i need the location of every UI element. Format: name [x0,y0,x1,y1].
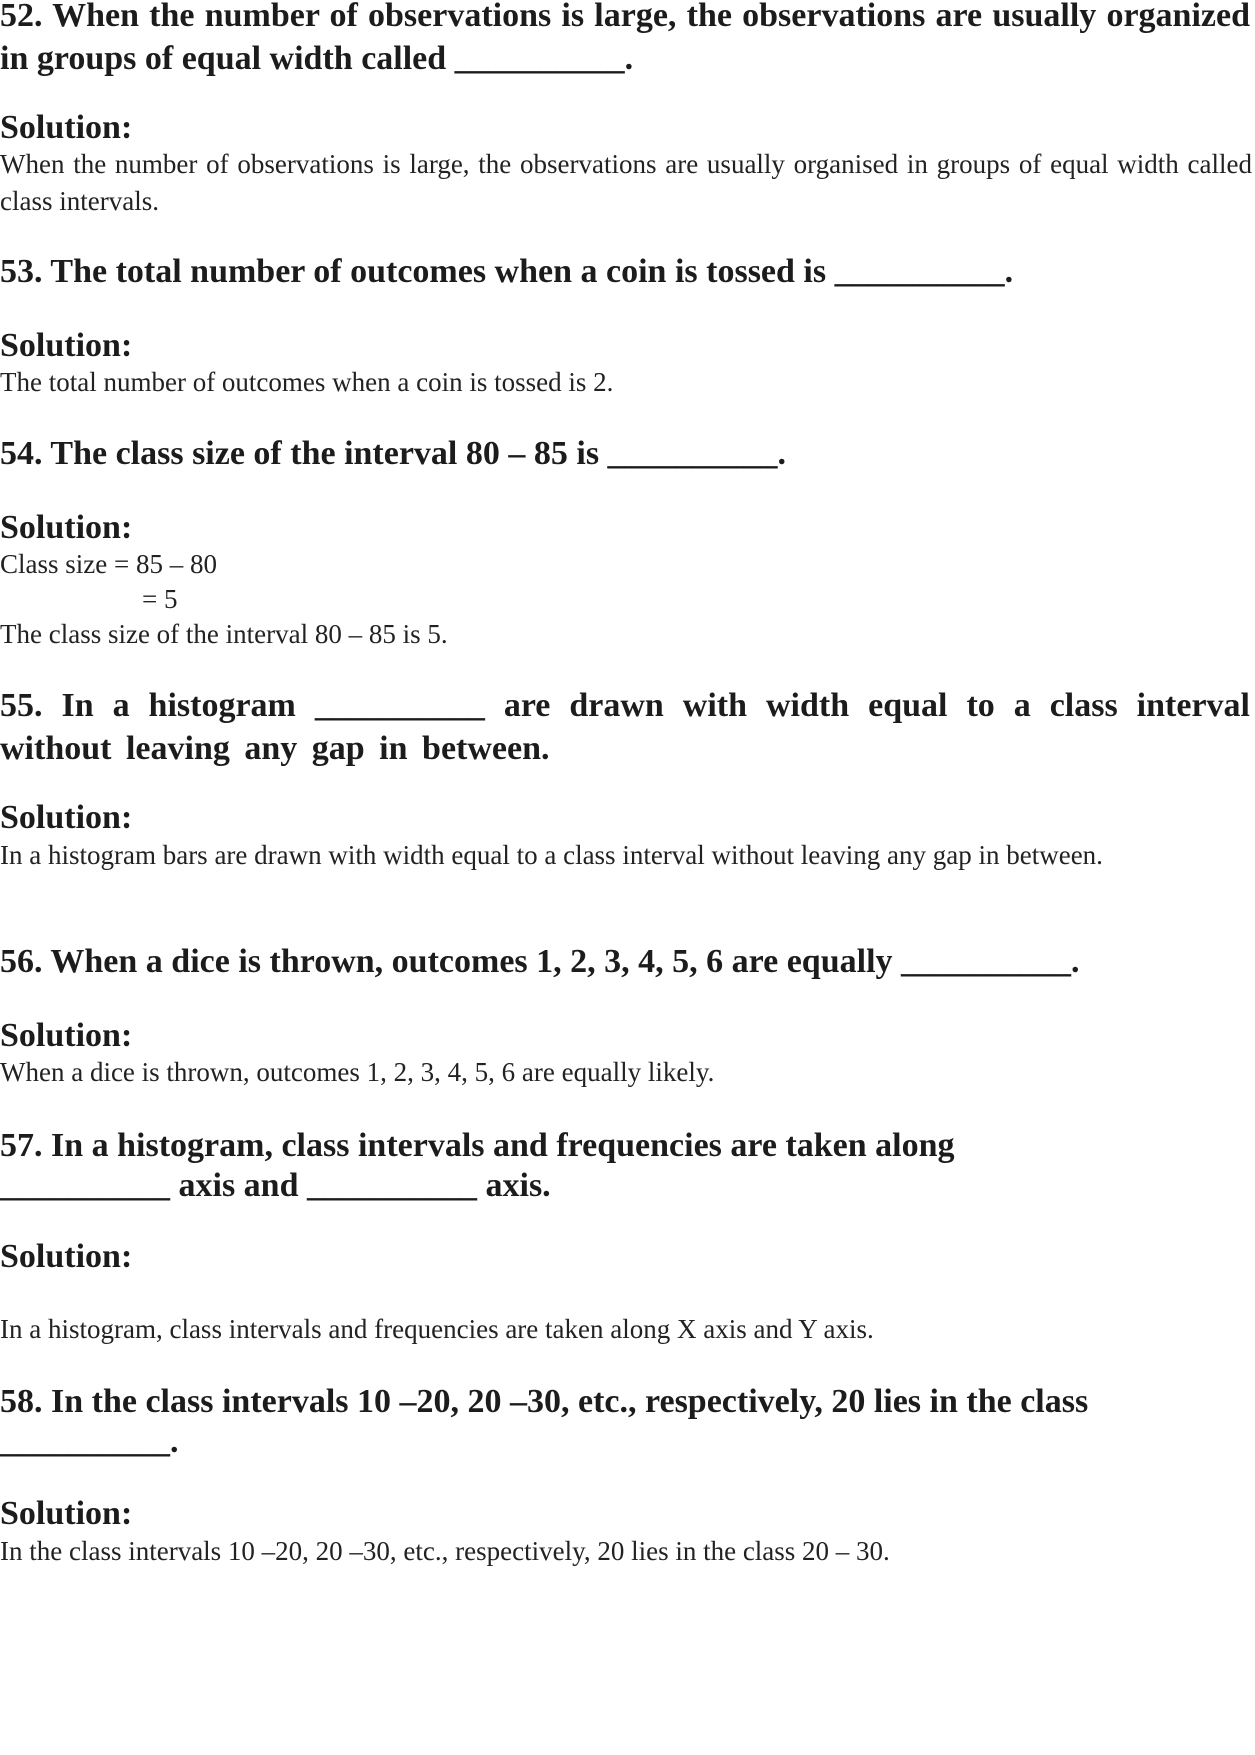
solution-heading-57: Solution: [0,1238,133,1275]
solution-58: In the class intervals 10 –20, 20 –30, etc., respectively, 20 lies in the class 20 – 30. [0,1536,890,1566]
solution-54-line-1: Class size = 85 – 80 [0,549,217,579]
solution-54-line-2: = 5 [142,584,178,614]
solution-heading-54: Solution: [0,509,133,546]
solution-heading-56: Solution: [0,1017,133,1054]
question-54: 54. The class size of the interval 80 – 85 is __________. [0,435,787,472]
question-58-line-1: 58. In the class intervals 10 –20, 20 –30, etc., respectively, 20 lies in the class [0,1383,1089,1420]
question-58-line-2: __________. [0,1423,179,1460]
solution-56: When a dice is thrown, outcomes 1, 2, 3, 4, 5, 6 are equally likely. [0,1057,715,1087]
solution-57: In a histogram, class intervals and frequencies are taken along X axis and Y axis. [0,1314,874,1344]
solution-heading-58: Solution: [0,1495,133,1532]
question-56: 56. When a dice is thrown, outcomes 1, 2, 3, 4, 5, 6 are equally __________. [0,943,1080,980]
question-57-line-2: __________ axis and __________ axis. [0,1167,551,1204]
question-57-line-1: 57. In a histogram, class intervals and frequencies are taken along [0,1127,955,1164]
question-55: 55. In a histogram __________ are drawn with width equal to a class interval without leaving any gap in between. [0,687,1250,767]
solution-54-line-3: The class size of the interval 80 – 85 is 5. [0,619,448,649]
solution-55: In a histogram bars are drawn with width equal to a class interval without leaving any gap in between. [0,840,1103,870]
solution-heading-53: Solution: [0,327,133,364]
solution-heading-55: Solution: [0,799,133,836]
question-53: 53. The total number of outcomes when a coin is tossed is __________. [0,253,1014,290]
solution-53: The total number of outcomes when a coin is tossed is 2. [0,367,614,397]
solution-52: When the number of observations is large, the observations are usually organised in groups of equal width called class intervals. [0,149,1252,216]
question-52: 52. When the number of observations is large, the observations are usually organized in groups of equal width called __________. [0,0,1250,77]
solution-heading-52: Solution: [0,109,133,146]
